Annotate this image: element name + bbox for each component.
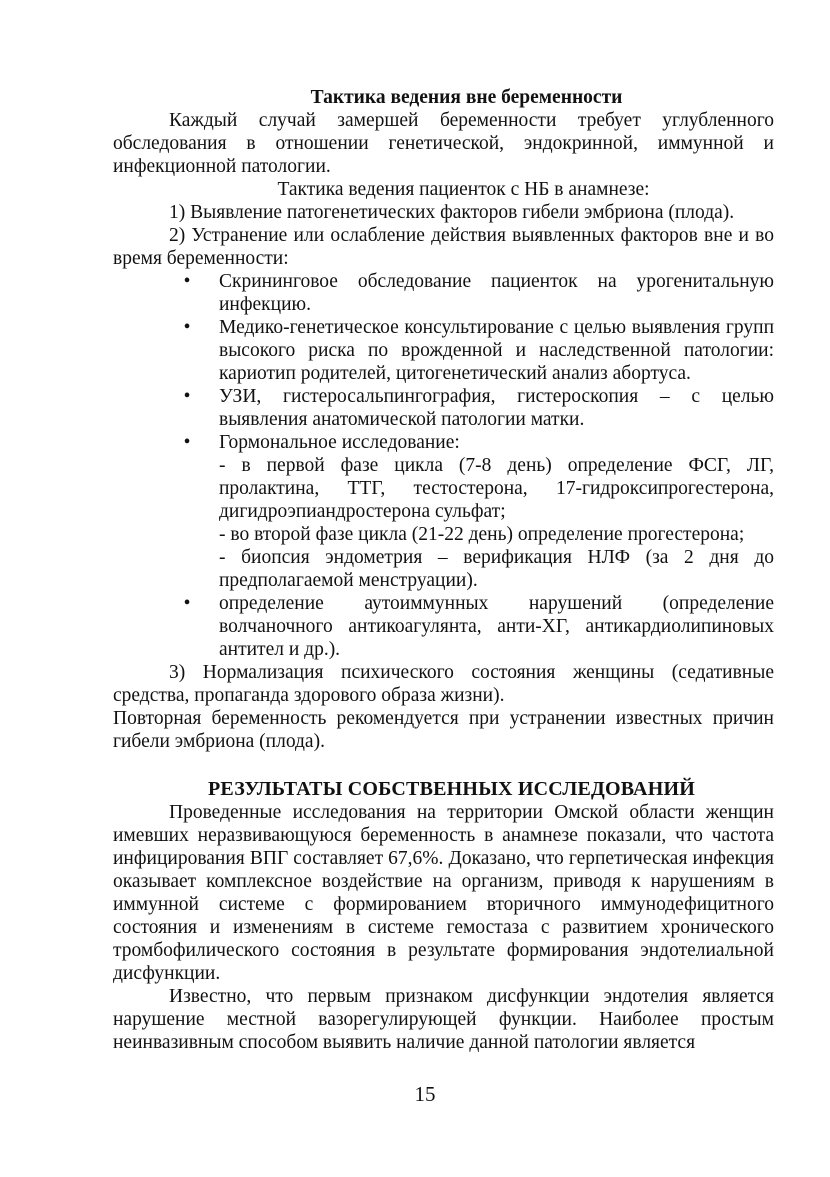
step-2: 2) Устранение или ослабление действия выявленных факторов вне и во время беременности: [113,225,774,269]
list-item-text: Медико-генетическое консультирование с целью выявления групп высокого риска по врожденной и наследственной патологии: кариотип родителей, цитогенетический анализ абортуса. [219,317,774,384]
bullet-icon: • [183,432,191,453]
section-title-tactics: Тактика ведения вне беременности [310,87,623,108]
step-1: 1) Выявление патогенетических факторов гибели эмбриона (плода). [169,202,735,223]
page-number: 15 [414,1082,436,1106]
list-item-text: УЗИ, гистеросальпингография, гистероскопия – с целью выявления анатомической патологии матки. [219,386,774,430]
bullet-icon: • [183,271,191,292]
results-paragraph-1: Проведенные исследования на территории Омской области женщин имевших неразвивающуюся беременность в анамнезе показали, что частота инфицирования ВПГ составляет 67,6%. Доказано, что герпетическая инфекция оказывает комплексное воздействие на организм, приводя к нарушениям в иммунной системе с формированием вторичного иммунодефицитного состояния и изменениям в системе гемостаза с развитием хронического тромбофилического состояния в результате формирования эндотелиальной дисфункции. [113,802,774,984]
tactics-subtitle: Тактика ведения пациенток с НБ в анамнезе: [277,179,650,200]
list-item [113,431,774,592]
section-title-results: РЕЗУЛЬТАТЫ СОБСТВЕННЫХ ИССЛЕДОВАНИЙ [208,778,695,800]
bullet-icon: • [183,386,191,407]
repeat-pregnancy-note: Повторная беременность рекомендуется при устранении известных причин гибели эмбриона (плода). [113,708,774,752]
list-item-text: Скрининговое обследование пациенток на урогенитальную инфекцию. [219,271,774,315]
bullet-icon: • [183,317,191,338]
hormonal-phase-2: - во второй фазе цикла (21-22 день) определение прогестерона; [219,524,745,545]
list-item [113,270,774,316]
list-item [113,316,774,385]
bullet-icon: • [183,593,191,614]
hormonal-biopsy: - биопсия эндометрия – верификация НЛФ (за 2 дня до предполагаемой менструации). [219,547,774,591]
page-body [113,86,774,1054]
results-paragraph-2: Известно, что первым признаком дисфункции эндотелия является нарушение местной вазорегулирующей функции. Наиболее простым неинвазивным способом выявить наличие данной патологии является [113,986,774,1053]
intro-paragraph: Каждый случай замершей беременности требует углубленного обследования в отношении генетической, эндокринной, иммунной и инфекционной патологии. [113,110,774,177]
measures-list [113,270,774,661]
list-item-text: Гормональное исследование: [219,432,460,453]
hormonal-phase-1: - в первой фазе цикла (7-8 день) определение ФСГ, ЛГ, пролактина, ТТГ, тестостерона, 17-гидроксипрогестерона, дигидроэпиандростерона сульфат; [219,455,774,522]
list-item-text: определение аутоиммунных нарушений (определение волчаночного антикоагулянта, анти-ХГ, антикардиолипиновых антител и др.). [219,593,774,660]
list-item [113,385,774,431]
step-3: 3) Нормализация психического состояния женщины (седативные средства, пропаганда здорового образа жизни). [113,662,774,706]
list-item [113,592,774,661]
